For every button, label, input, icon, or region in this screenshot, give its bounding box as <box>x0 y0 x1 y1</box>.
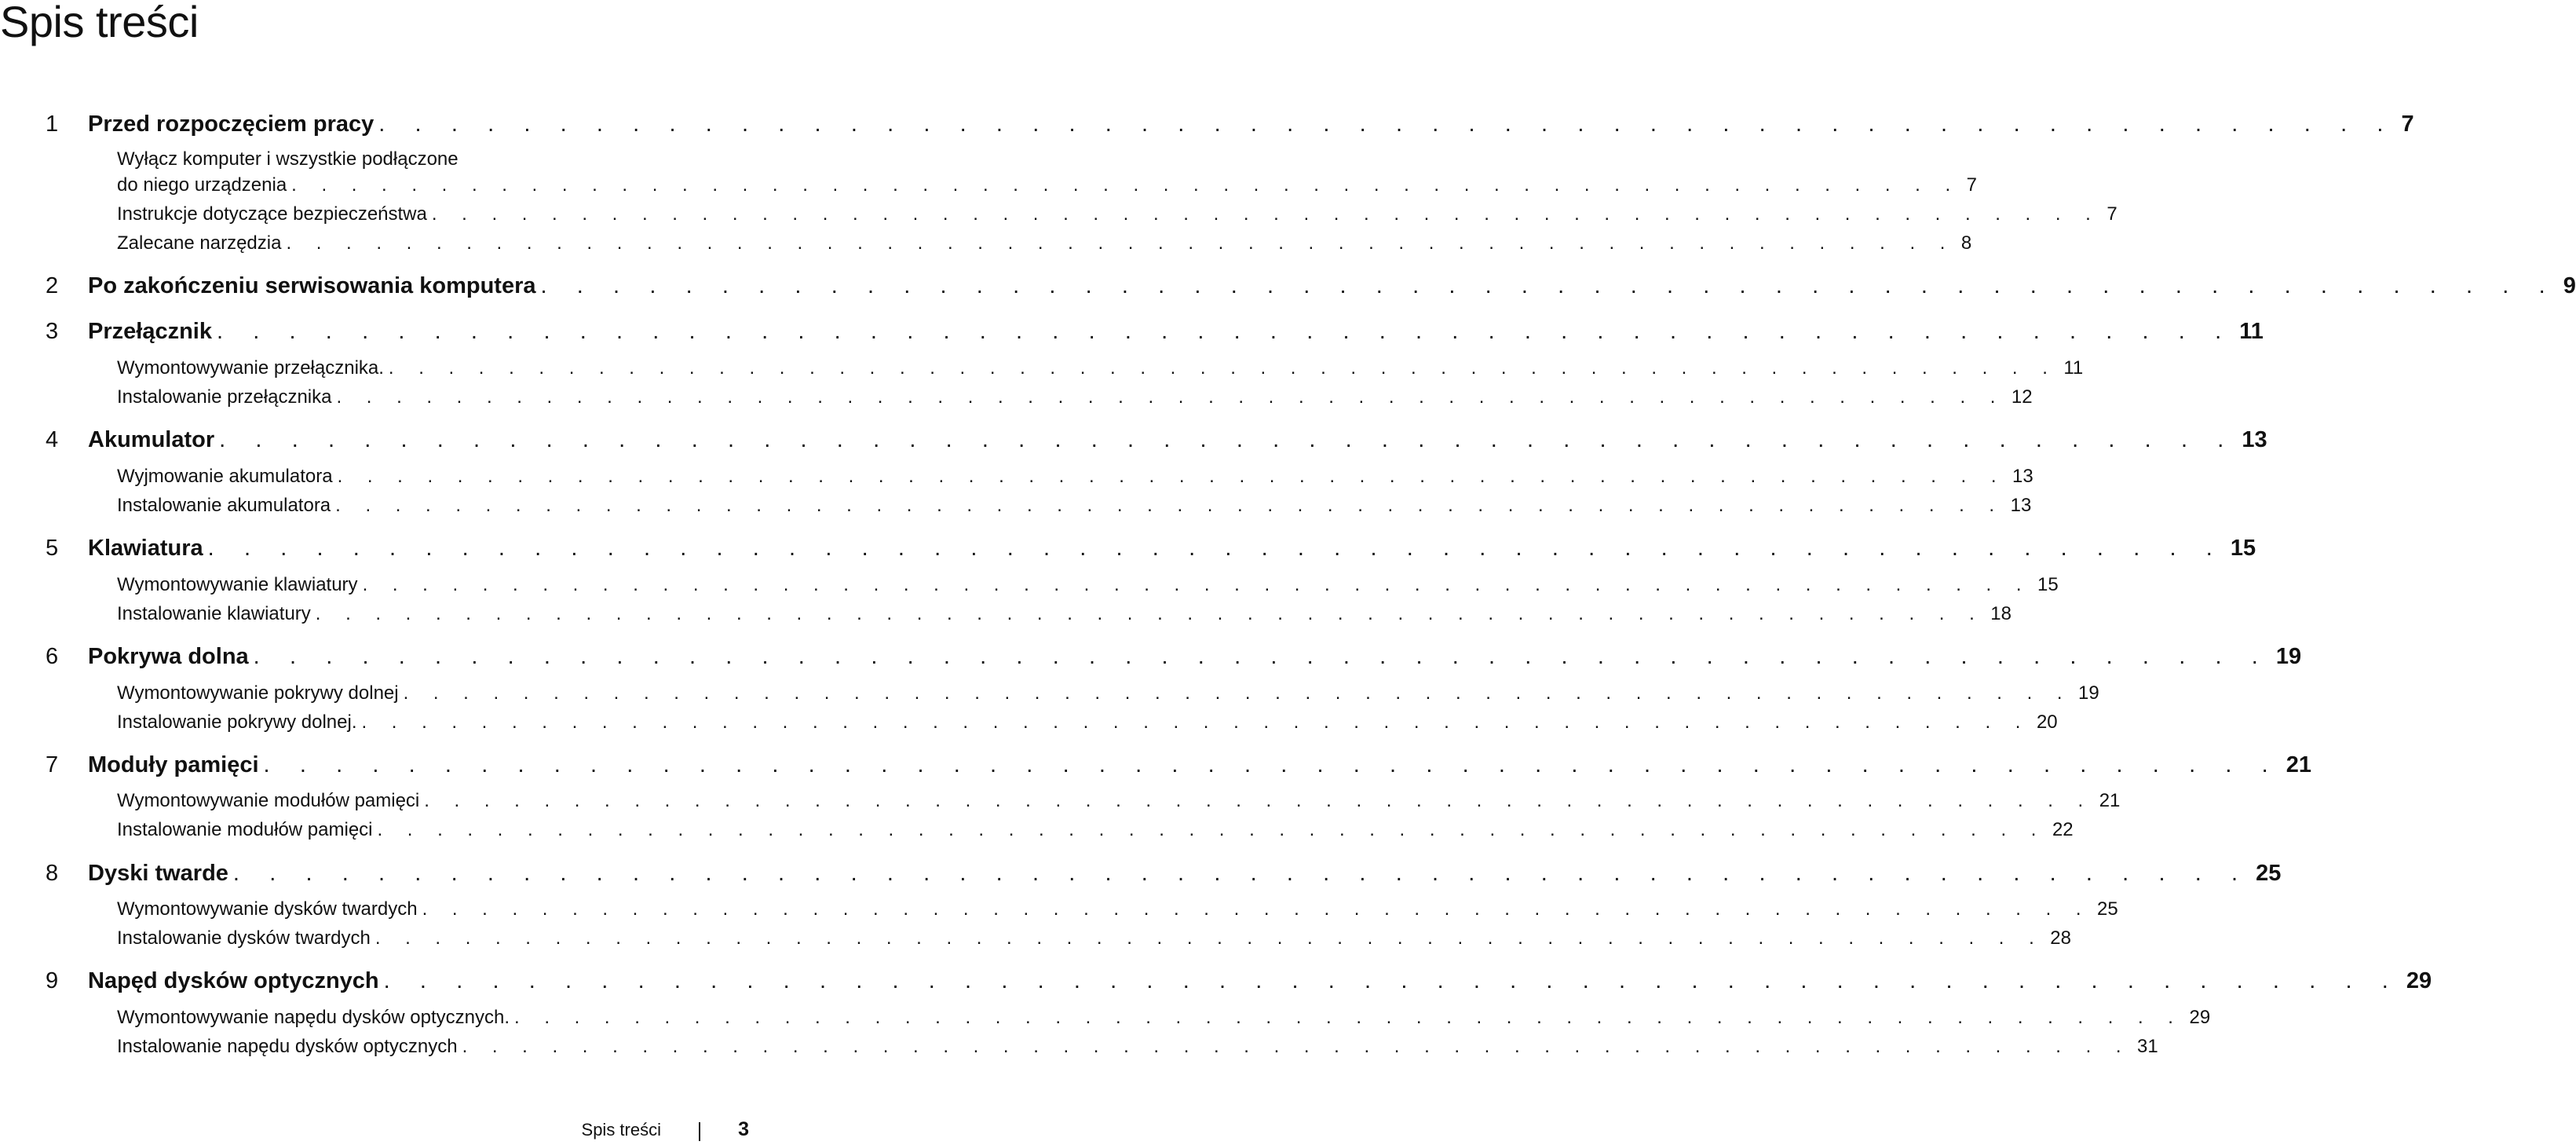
toc-section-entry[interactable] <box>117 386 2033 408</box>
dot-leader: . . . . . . . . . . . . . . . . . . . . . . . . . . . . . . . . . . . . . . . . . . . . . . . . . . . . . . . . <box>286 232 1955 254</box>
chapter-title: Przed rozpoczęciem pracy <box>88 112 375 137</box>
dot-leader: . . . . . . . . . . . . . . . . . . . . . . . . . . . . . . . . . . . . . . . . . . . . . . . . . . . . . . . . <box>207 536 2224 561</box>
dot-leader: . . . . . . . . . . . . . . . . . . . . . . . . . . . . . . . . . . . . . . . . . . . . . . . . . . . . . . . . <box>219 427 2236 452</box>
section-title: Wymontowywanie napędu dysków optycznych. <box>117 1007 510 1028</box>
section-page-number: 11 <box>2063 357 2084 379</box>
chapter-title: Przełącznik <box>88 319 212 344</box>
section-page-number: 25 <box>2097 898 2118 920</box>
dot-leader: . . . . . . . . . . . . . . . . . . . . . . . . . . . . . . . . . . . . . . . . . . . . . . . . . . . . . . . . <box>431 203 2101 225</box>
section-title: do niego urządzenia <box>117 174 287 196</box>
section-page-number: 29 <box>2189 1007 2211 1028</box>
toc-chapter-entry[interactable] <box>0 644 2302 670</box>
footer-page-number: 3 <box>738 1118 749 1140</box>
section-page-number: 18 <box>1990 603 2011 624</box>
chapter-number: 9 <box>46 968 59 993</box>
section-page-number: 7 <box>2106 203 2117 225</box>
toc-section-entry[interactable] <box>117 898 2118 920</box>
dot-leader: . . . . . . . . . . . . . . . . . . . . . . . . . . . . . . . . . . . . . . . . . . . . . . . . . . . . . . . . <box>514 1007 2183 1028</box>
section-page-number: 13 <box>2010 495 2032 516</box>
dot-leader: . . . . . . . . . . . . . . . . . . . . . . . . . . . . . . . . . . . . . . . . . . . . . . . . . . . . . . . . <box>375 927 2044 949</box>
chapter-title: Napęd dysków optycznych <box>88 968 379 993</box>
toc-section-entry[interactable] <box>117 819 2074 841</box>
chapter-title: Klawiatura <box>88 536 203 561</box>
chapter-title: Po zakończeniu serwisowania komputera <box>88 273 536 298</box>
section-title: Wyjmowanie akumulatora <box>117 466 333 487</box>
toc-section-entry[interactable] <box>117 357 2084 379</box>
section-title: Instalowanie klawiatury <box>117 603 311 624</box>
dot-leader: . . . . . . . . . . . . . . . . . . . . . . . . . . . . . . . . . . . . . . . . . . . . . . . . . . . . . . . . <box>361 712 2030 733</box>
chapter-page-number: 19 <box>2275 644 2302 669</box>
chapter-number: 4 <box>46 427 59 452</box>
chapter-number: 3 <box>46 319 59 344</box>
section-page-number: 19 <box>2078 682 2099 704</box>
section-page-number: 20 <box>2036 712 2058 733</box>
section-title: Wymontowywanie klawiatury <box>117 574 358 595</box>
section-title: Instalowanie przełącznika <box>117 386 332 408</box>
toc-section-entry[interactable] <box>117 232 1972 254</box>
chapter-page-number: 9 <box>2563 273 2576 298</box>
chapter-page-number: 13 <box>2242 427 2267 452</box>
toc-chapter-entry[interactable] <box>0 427 2267 453</box>
chapter-page-number: 25 <box>2256 861 2282 886</box>
section-page-number: 15 <box>2037 574 2059 595</box>
chapter-number: 6 <box>46 644 59 669</box>
chapter-title: Moduły pamięci <box>88 752 259 777</box>
section-page-number: 7 <box>1966 174 1977 196</box>
toc-chapter-entry[interactable] <box>0 536 2256 562</box>
toc-chapter-entry[interactable] <box>0 861 2282 887</box>
section-title: Wymontowywanie modułów pamięci <box>117 790 420 811</box>
toc-section-entry[interactable] <box>117 495 2032 517</box>
toc-section-entry[interactable] <box>117 1007 2211 1029</box>
dot-leader: . . . . . . . . . . . . . . . . . . . . . . . . . . . . . . . . . . . . . . . . . . . . . . . . . . . . . . . . <box>335 495 2004 516</box>
toc-section-entry[interactable] <box>117 203 2117 225</box>
dot-leader: . . . . . . . . . . . . . . . . . . . . . . . . . . . . . . . . . . . . . . . . . . . . . . . . . . . . . . . . <box>253 644 2270 669</box>
section-title: Wymontowywanie przełącznika. <box>117 357 384 379</box>
dot-leader: . . . . . . . . . . . . . . . . . . . . . . . . . . . . . . . . . . . . . . . . . . . . . . . . . . . . . . . . <box>232 861 2250 886</box>
toc-chapter-entry[interactable] <box>0 752 2312 778</box>
dot-leader: . . . . . . . . . . . . . . . . . . . . . . . . . . . . . . . . . . . . . . . . . . . . . . . . . . . . . . . . <box>362 574 2031 595</box>
section-title: Instrukcje dotyczące bezpieczeństwa <box>117 203 427 225</box>
toc-chapter-entry[interactable] <box>0 273 2576 299</box>
dot-leader: . . . . . . . . . . . . . . . . . . . . . . . . . . . . . . . . . . . . . . . . . . . . . . . . . . . . . . . . <box>337 466 2006 487</box>
section-title: Instalowanie pokrywy dolnej. <box>117 712 357 733</box>
chapter-page-number: 7 <box>2401 112 2414 137</box>
section-title: Instalowanie dysków twardych <box>117 927 371 949</box>
footer-label: Spis treści <box>581 1120 661 1140</box>
dot-leader: . . . . . . . . . . . . . . . . . . . . . . . . . . . . . . . . . . . . . . . . . . . . . . . . . . . . . . . . <box>336 386 2005 408</box>
section-page-number: 21 <box>2099 790 2121 811</box>
page-footer <box>0 1120 754 1145</box>
section-page-number: 28 <box>2050 927 2071 949</box>
chapter-number: 2 <box>46 273 59 298</box>
dot-leader: . . . . . . . . . . . . . . . . . . . . . . . . . . . . . . . . . . . . . . . . . . . . . . . . . . . . . . . . <box>540 273 2557 298</box>
dot-leader: . . . . . . . . . . . . . . . . . . . . . . . . . . . . . . . . . . . . . . . . . . . . . . . . . . . . . . . . <box>378 112 2395 137</box>
dot-leader: . . . . . . . . . . . . . . . . . . . . . . . . . . . . . . . . . . . . . . . . . . . . . . . . . . . . . . . . <box>383 968 2400 993</box>
section-page-number: 12 <box>2011 386 2033 408</box>
dot-leader: . . . . . . . . . . . . . . . . . . . . . . . . . . . . . . . . . . . . . . . . . . . . . . . . . . . . . . . . <box>403 682 2073 704</box>
toc-chapter-entry[interactable] <box>0 968 2432 994</box>
dot-leader: . . . . . . . . . . . . . . . . . . . . . . . . . . . . . . . . . . . . . . . . . . . . . . . . . . . . . . . . <box>462 1036 2132 1057</box>
page-title: Spis treści <box>0 0 199 46</box>
chapter-number: 1 <box>46 112 59 137</box>
footer-separator <box>699 1122 700 1141</box>
chapter-number: 7 <box>46 752 59 777</box>
section-title: Wymontowywanie dysków twardych <box>117 898 418 920</box>
toc-section-entry[interactable] <box>117 682 2099 704</box>
dot-leader: . . . . . . . . . . . . . . . . . . . . . . . . . . . . . . . . . . . . . . . . . . . . . . . . . . . . . . . . <box>263 752 2280 777</box>
chapter-page-number: 21 <box>2286 752 2312 777</box>
chapter-number: 8 <box>46 861 59 886</box>
section-page-number: 22 <box>2052 819 2074 840</box>
toc-section-entry[interactable] <box>117 790 2121 812</box>
section-title: Instalowanie napędu dysków optycznych <box>117 1036 458 1057</box>
toc-section-entry[interactable] <box>117 1036 2158 1058</box>
dot-leader: . . . . . . . . . . . . . . . . . . . . . . . . . . . . . . . . . . . . . . . . . . . . . . . . . . . . . . . . <box>315 603 1985 624</box>
dot-leader: . . . . . . . . . . . . . . . . . . . . . . . . . . . . . . . . . . . . . . . . . . . . . . . . . . . . . . . . <box>422 898 2092 920</box>
section-title: Wymontowywanie pokrywy dolnej <box>117 682 399 704</box>
dot-leader: . . . . . . . . . . . . . . . . . . . . . . . . . . . . . . . . . . . . . . . . . . . . . . . . . . . . . . . . <box>424 790 2093 811</box>
chapter-number: 5 <box>46 536 59 561</box>
toc-section-entry[interactable] <box>117 712 2058 733</box>
chapter-title: Pokrywa dolna <box>88 644 249 669</box>
section-title-first-line: Wyłącz komputer i wszystkie podłączone <box>117 148 459 170</box>
toc-section-entry[interactable] <box>117 927 2071 949</box>
dot-leader: . . . . . . . . . . . . . . . . . . . . . . . . . . . . . . . . . . . . . . . . . . . . . . . . . . . . . . . . <box>377 819 2046 840</box>
dot-leader: . . . . . . . . . . . . . . . . . . . . . . . . . . . . . . . . . . . . . . . . . . . . . . . . . . . . . . . . <box>216 319 2234 344</box>
dot-leader: . . . . . . . . . . . . . . . . . . . . . . . . . . . . . . . . . . . . . . . . . . . . . . . . . . . . . . . . <box>388 357 2058 379</box>
toc-section-entry[interactable] <box>117 466 2033 488</box>
chapter-title: Akumulator <box>88 427 215 452</box>
section-title: Zalecane narzędzia <box>117 232 282 254</box>
toc-section-entry[interactable] <box>117 174 1977 196</box>
dot-leader: . . . . . . . . . . . . . . . . . . . . . . . . . . . . . . . . . . . . . . . . . . . . . . . . . . . . . . . . <box>291 174 1960 196</box>
chapter-page-number: 15 <box>2230 536 2256 561</box>
toc-section-entry[interactable] <box>117 574 2059 596</box>
section-page-number: 13 <box>2012 466 2033 487</box>
section-title: Instalowanie modułów pamięci <box>117 819 373 840</box>
section-title: Instalowanie akumulatora <box>117 495 331 516</box>
toc-chapter-entry[interactable] <box>0 319 2264 345</box>
section-page-number: 31 <box>2137 1036 2158 1057</box>
toc-section-entry[interactable] <box>117 603 2011 625</box>
chapter-page-number: 11 <box>2239 319 2264 344</box>
toc-chapter-entry[interactable] <box>0 112 2414 137</box>
chapter-title: Dyski twarde <box>88 861 228 886</box>
section-page-number: 8 <box>1960 232 1972 254</box>
chapter-page-number: 29 <box>2406 968 2432 993</box>
